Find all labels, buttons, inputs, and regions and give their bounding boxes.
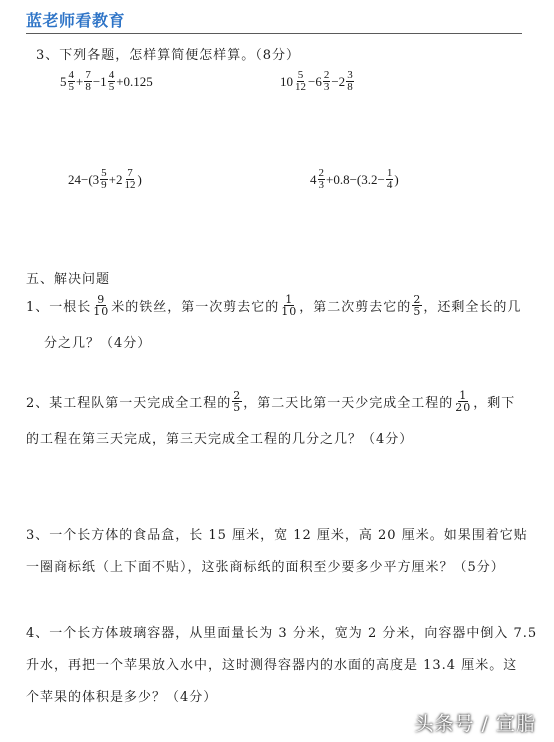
expression-4 bbox=[310, 168, 399, 191]
expr4-fraction-1: $\frac{2}{3}$ bbox=[318, 167, 324, 191]
watermark: 头条号 / 宣脂 bbox=[414, 713, 536, 735]
question-2-line-1 bbox=[26, 390, 515, 413]
header-title: 蓝老师看教育 bbox=[26, 11, 126, 30]
expr1-tail: +0.125 bbox=[116, 73, 153, 89]
question-4-line-1: 4、一个长方体玻璃容器，从里面量长为 3 分米，宽为 2 分米，向容器中倒入 7.5 bbox=[26, 626, 538, 641]
q2-fraction-2: $\frac{1}{20}$ bbox=[455, 389, 472, 414]
q1-text-d: ，还剩全长的几 bbox=[423, 300, 522, 315]
expr3-mid: +2 bbox=[108, 171, 123, 187]
expression-3 bbox=[68, 168, 142, 191]
question-3-line-1: 3、一个长方体的食品盒，长 15 厘米，宽 12 厘米，高 20 厘米。如果围着它贴 bbox=[26, 528, 528, 543]
q2-text-b: ，第二天比第一天少完成全工程的 bbox=[243, 396, 454, 411]
q1-text-c: ，第二次剪去它的 bbox=[299, 300, 412, 315]
q2-text-c: ，剩下 bbox=[473, 396, 516, 411]
expr2-whole: 10 bbox=[280, 73, 293, 89]
expr1-fraction-1: $\frac{4}{5}$ bbox=[68, 69, 74, 93]
question-4-line-3: 个苹果的体积是多少？（4分） bbox=[26, 690, 218, 705]
q1-fraction-1: $\frac{9}{10}$ bbox=[93, 293, 110, 318]
section5-heading: 五、解决问题 bbox=[26, 272, 111, 287]
expr1-op1: + bbox=[76, 73, 84, 89]
q2-fraction-1: $\frac{2}{5}$ bbox=[233, 389, 242, 414]
q1-text-b: 米的铁丝，第一次剪去它的 bbox=[111, 300, 280, 315]
q1-fraction-3: $\frac{2}{5}$ bbox=[413, 293, 422, 318]
page-header bbox=[26, 8, 522, 34]
expr4-whole: 4 bbox=[310, 171, 317, 187]
expression-2 bbox=[280, 70, 355, 93]
expr1-whole: 5 bbox=[60, 73, 67, 89]
q2-text-a: 2、某工程队第一天完成全工程的 bbox=[26, 396, 232, 411]
q1-fraction-2: $\frac{1}{10}$ bbox=[281, 293, 298, 318]
expr2-op1: −6 bbox=[308, 73, 322, 89]
expression-1 bbox=[60, 70, 153, 93]
expr3-fraction-1: $\frac{5}{9}$ bbox=[101, 167, 107, 191]
expr2-fraction-3: $\frac{3}{8}$ bbox=[347, 69, 353, 93]
question-1-line-2: 分之几？（4分） bbox=[44, 336, 152, 351]
expr1-op2: −1 bbox=[92, 73, 107, 89]
expr1-fraction-2: $\frac{7}{8}$ bbox=[85, 69, 91, 93]
expr1-fraction-3: $\frac{4}{5}$ bbox=[108, 69, 115, 93]
expr3-head: 24−(3 bbox=[68, 171, 100, 187]
expr2-op2: −2 bbox=[331, 73, 346, 89]
expr2-fraction-2: $\frac{2}{3}$ bbox=[323, 69, 330, 93]
question-2-line-2: 的工程在第三天完成，第三天完成全工程的几分之几？（4分） bbox=[26, 432, 414, 447]
question-1-line-1 bbox=[26, 294, 521, 317]
question-3-line-2: 一圈商标纸（上下面不贴），这张商标纸的面积至少要多少平方厘米？（5分） bbox=[26, 560, 505, 575]
expr2-fraction-1: $\frac{5}{12}$ bbox=[295, 69, 306, 93]
question-4-line-2: 升水，再把一个苹果放入水中，这时测得容器内的水面的高度是 13.4 厘米。这 bbox=[26, 658, 518, 673]
expr4-mid: +0.8−(3.2− bbox=[326, 171, 385, 187]
q1-text-a: 1、一根长 bbox=[26, 300, 92, 315]
expr4-fraction-2: $\frac{1}{4}$ bbox=[386, 167, 393, 191]
expr4-tail: ) bbox=[394, 171, 399, 187]
section3-heading: 3、下列各题，怎样算简便怎样算。（8分） bbox=[36, 48, 301, 63]
expr3-fraction-2: $\frac{7}{12}$ bbox=[124, 167, 136, 191]
expr3-tail: ) bbox=[137, 171, 142, 187]
